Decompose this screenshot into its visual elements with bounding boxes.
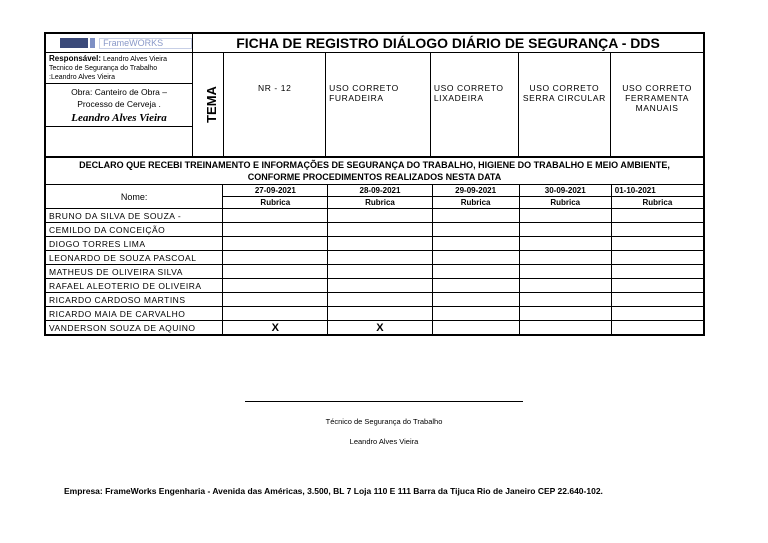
obra-line2: Processo de Cerveja . [77, 99, 161, 109]
rubrica-cell[interactable] [432, 251, 519, 265]
rubrica-cell[interactable] [432, 279, 519, 293]
rubrica-cell[interactable] [519, 307, 611, 321]
signature-line [245, 401, 523, 402]
date-4: 30-09-2021 [519, 185, 611, 197]
rubrica-cell[interactable] [432, 293, 519, 307]
date-1: 27-09-2021 [223, 185, 328, 197]
rubrica-cell[interactable] [223, 293, 328, 307]
rubrica-cell[interactable] [611, 251, 703, 265]
rubrica-header: Rubrica [432, 197, 519, 209]
rubrica-cell[interactable] [432, 265, 519, 279]
rubrica-header: Rubrica [223, 197, 328, 209]
rubrica-cell[interactable] [519, 279, 611, 293]
rubrica-cell[interactable] [611, 223, 703, 237]
rubrica-cell[interactable] [328, 237, 432, 251]
topic-4: USO CORRETO SERRA CIRCULAR [518, 53, 611, 157]
footer-tecnico-name: Leandro Alves Vieira [349, 437, 419, 446]
tema-label: TEMA [193, 53, 224, 157]
rubrica-cell[interactable] [611, 265, 703, 279]
dds-form [44, 32, 705, 336]
rubrica-cell[interactable] [611, 293, 703, 307]
signature: Leandro Alves Vieira [71, 112, 167, 124]
rubrica-cell[interactable] [611, 209, 703, 223]
rubrica-cell[interactable]: X [223, 321, 328, 335]
rubrica-cell[interactable] [223, 307, 328, 321]
tecnico-line1: Tecnico de Segurança do Trabalho [49, 65, 158, 72]
logo-cell [46, 34, 193, 53]
rubrica-cell[interactable] [519, 293, 611, 307]
employee-name: RAFAEL ALEOTERIO DE OLIVEIRA [46, 279, 223, 293]
rubrica-cell[interactable] [328, 265, 432, 279]
rubrica-cell[interactable] [328, 251, 432, 265]
table-row [46, 251, 704, 265]
table-row [46, 321, 704, 335]
rubrica-cell[interactable] [432, 321, 519, 335]
employee-name: DIOGO TORRES LIMA [46, 237, 223, 251]
rubrica-cell[interactable] [432, 209, 519, 223]
nome-header: Nome: [46, 185, 223, 209]
rubrica-cell[interactable] [519, 223, 611, 237]
header-table [45, 33, 704, 157]
rubrica-cell[interactable] [519, 251, 611, 265]
topic-1: NR - 12 [224, 53, 326, 157]
table-row [46, 307, 704, 321]
rubrica-cell[interactable] [223, 223, 328, 237]
employee-name: RICARDO MAIA DE CARVALHO [46, 307, 223, 321]
rubrica-cell[interactable] [432, 223, 519, 237]
employee-name: VANDERSON SOUZA DE AQUINO [46, 321, 223, 335]
rubrica-cell[interactable] [432, 237, 519, 251]
rubrica-cell[interactable] [611, 307, 703, 321]
rubrica-cell[interactable]: X [328, 321, 432, 335]
rubrica-cell[interactable] [223, 279, 328, 293]
rubrica-cell[interactable] [223, 265, 328, 279]
frameworks-logo: FrameWORKS [46, 34, 192, 52]
tecnico-line2: :Leandro Alves Vieira [49, 74, 116, 81]
rubrica-header: Rubrica [519, 197, 611, 209]
attendance-table [45, 157, 704, 335]
footer-tecnico-label: Técnico de Segurança do Trabalho [325, 417, 443, 426]
rubrica-cell[interactable] [328, 307, 432, 321]
date-5: 01-10-2021 [611, 185, 703, 197]
employee-name: LEONARDO DE SOUZA PASCOAL [46, 251, 223, 265]
date-3: 29-09-2021 [432, 185, 519, 197]
table-row [46, 293, 704, 307]
rubrica-header: Rubrica [611, 197, 703, 209]
employee-name: BRUNO DA SILVA DE SOUZA - [46, 209, 223, 223]
table-row [46, 237, 704, 251]
rubrica-cell[interactable] [328, 279, 432, 293]
rubrica-cell[interactable] [519, 237, 611, 251]
rubrica-cell[interactable] [223, 209, 328, 223]
rubrica-cell[interactable] [519, 209, 611, 223]
rubrica-cell[interactable] [611, 237, 703, 251]
responsavel-value: Leandro Alves Vieira [102, 56, 168, 63]
employee-name: MATHEUS DE OLIVEIRA SILVA [46, 265, 223, 279]
rubrica-cell[interactable] [328, 209, 432, 223]
date-2: 28-09-2021 [328, 185, 432, 197]
employee-name: CEMILDO DA CONCEIÇÃO [46, 223, 223, 237]
table-row [46, 209, 704, 223]
table-row [46, 279, 704, 293]
form-title: FICHA DE REGISTRO DIÁLOGO DIÁRIO DE SEGURANÇA - DDS [193, 34, 704, 53]
rubrica-cell[interactable] [223, 251, 328, 265]
rubrica-cell[interactable] [519, 265, 611, 279]
rubrica-cell[interactable] [611, 321, 703, 335]
topic-2: USO CORRETO FURADEIRA [326, 53, 431, 157]
table-row [46, 223, 704, 237]
responsavel-cell: Responsável: Leandro Alves Vieira Tecnico de Segurança do Trabalho :Leandro Alves Vieira Obra: Canteiro de Obra – Processo de Cerveja . Leandro Alves Vieira [46, 53, 193, 157]
rubrica-cell[interactable] [328, 223, 432, 237]
table-row [46, 265, 704, 279]
obra-line1: Obra: Canteiro de Obra – [71, 87, 167, 97]
topic-3: USO CORRETO LIXADEIRA [430, 53, 518, 157]
declaration: DECLARO QUE RECEBI TREINAMENTO E INFORMAÇÕES DE SEGURANÇA DO TRABALHO, HIGIENE DO TRABALHO E MEIO AMBIENTE, CONFORME PROCEDIMENTOS REALIZADOS NESTA DATA [46, 158, 704, 185]
rubrica-header: Rubrica [328, 197, 432, 209]
rubrica-cell[interactable] [611, 279, 703, 293]
rubrica-cell[interactable] [223, 237, 328, 251]
empresa-info: Empresa: FrameWorks Engenharia - Avenida das Américas, 3.500, BL 7 Loja 110 E 111 Barra da Tijuca Rio de Janeiro CEP 22.640-102. [64, 486, 603, 496]
employee-name: RICARDO CARDOSO MARTINS [46, 293, 223, 307]
rubrica-cell[interactable] [519, 321, 611, 335]
rubrica-cell[interactable] [328, 293, 432, 307]
rubrica-cell[interactable] [432, 307, 519, 321]
topic-5: USO CORRETO FERRAMENTA MANUAIS [611, 53, 704, 157]
